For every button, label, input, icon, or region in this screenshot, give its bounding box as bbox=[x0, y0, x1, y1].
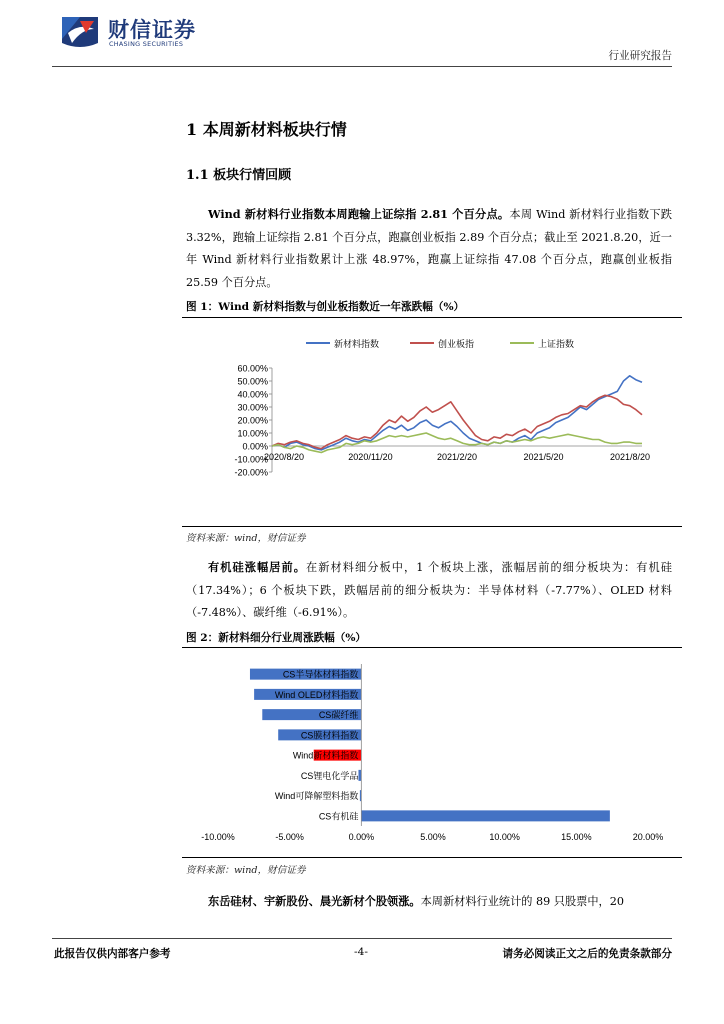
figure-1-line-chart bbox=[222, 330, 652, 480]
y-tick-label: 10.00% bbox=[237, 428, 268, 439]
x-tick-label: 20.00% bbox=[632, 832, 664, 842]
figure-1-source: 资料来源：wind，财信证券 bbox=[186, 533, 306, 544]
figure-1-title: 图 1：Wind 新材料指数与创业板指数近一年涨跌幅（%） bbox=[186, 301, 465, 313]
company-logo bbox=[58, 13, 208, 53]
legend-label-2: 创业板指 bbox=[438, 339, 475, 349]
category-label: Wind OLED材料指数 bbox=[274, 689, 359, 700]
company-name-en: CHASING SECURITIES bbox=[109, 40, 184, 48]
x-tick-label: 0.00% bbox=[348, 832, 375, 842]
paragraph-1-body: 本周 Wind 新材料行业指数下跌 3.32%，跑输上证综指 2.81 个百分点，跑赢创业板指 2.89 个百分点；截止至 2021.8.20，近一年 Wind 新材料行业指数累计上涨 48.97%，跑赢上证综指 47.08 个百分点，跑赢创业板指 25.59 个百分点。 bbox=[186, 208, 672, 289]
figure-2-bar-chart bbox=[196, 656, 672, 846]
x-tick-label: 15.00% bbox=[561, 832, 592, 842]
y-tick-label: -10.00% bbox=[234, 454, 268, 465]
paragraph-3-body: 本周新材料行业统计的 89 只股票中，20 bbox=[420, 895, 624, 908]
report-type: 行业研究报告 bbox=[608, 50, 672, 62]
bar bbox=[358, 770, 361, 781]
footer-disclaimer-right: 请务必阅读正文之后的免责条款部分 bbox=[502, 948, 672, 960]
paragraph-3 bbox=[186, 890, 672, 914]
company-name-cn: 财信证券 bbox=[108, 18, 196, 42]
paragraph-2-lead: 有机硅涨幅居前。 bbox=[208, 560, 307, 574]
paragraph-3-lead: 东岳硅材、宇新股份、晨光新材个股领涨。 bbox=[208, 894, 421, 908]
header-divider bbox=[52, 66, 672, 67]
category-label: CS锂电化学品 bbox=[300, 770, 359, 781]
paragraph-2 bbox=[186, 556, 672, 625]
figure-2-source: 资料来源：wind，财信证券 bbox=[186, 865, 306, 876]
section-title: 1 本周新材料板块行情 bbox=[186, 120, 347, 139]
footer-disclaimer-left: 此报告仅供内部客户参考 bbox=[54, 948, 171, 960]
y-tick-label: 50.00% bbox=[237, 376, 268, 387]
x-tick-label: 2020/11/20 bbox=[348, 452, 393, 462]
paragraph-2-body: 在新材料细分板中，1 个板块上涨，涨幅居前的细分板块为：有机硅（17.34%）；6 个板块下跌，跌幅居前的细分板块为：半导体材料（-7.77%）、OLED 材料（-7.48%）、碳纤维（-6.91%）。 bbox=[186, 561, 672, 619]
x-tick-label: 2021/8/20 bbox=[609, 452, 651, 462]
x-tick-label: 2021/5/20 bbox=[523, 452, 564, 462]
category-label: CS有机硅 bbox=[318, 811, 359, 822]
x-tick-label: 5.00% bbox=[420, 832, 446, 842]
paragraph-1-lead: Wind 新材料行业指数本周跑输上证综指 2.81 个百分点。 bbox=[208, 207, 510, 221]
footer-divider bbox=[52, 938, 672, 939]
y-tick-label: 20.00% bbox=[237, 415, 268, 426]
figure-1-top-rule bbox=[182, 317, 682, 318]
y-tick-label: -20.00% bbox=[234, 467, 268, 478]
y-tick-label: 60.00% bbox=[237, 363, 268, 374]
x-tick-label: 10.00% bbox=[489, 832, 520, 842]
figure-2-bottom-rule bbox=[182, 857, 682, 858]
category-label: CS碳纤维 bbox=[318, 710, 359, 721]
x-tick-label: -10.00% bbox=[201, 832, 235, 842]
legend-label-1: 新材料指数 bbox=[334, 339, 380, 349]
category-label: Wind新材料指数 bbox=[292, 750, 359, 761]
bar bbox=[361, 810, 610, 821]
y-tick-label: 0.00% bbox=[242, 441, 268, 452]
category-label: CS膜材料指数 bbox=[300, 730, 359, 741]
series-line-3 bbox=[272, 433, 642, 453]
logo-mark-icon bbox=[58, 13, 104, 53]
category-label: Wind可降解塑料指数 bbox=[274, 791, 359, 802]
subsection-title: 1.1 板块行情回顾 bbox=[186, 168, 292, 183]
page-number: -4- bbox=[354, 946, 368, 958]
x-tick-label: 2021/2/20 bbox=[436, 452, 478, 462]
legend-label-3: 上证指数 bbox=[538, 339, 575, 349]
paragraph-1 bbox=[186, 203, 672, 294]
figure-2-top-rule bbox=[182, 647, 682, 648]
figure-2-title: 图 2：新材料细分行业周涨跌幅（%） bbox=[186, 632, 367, 644]
x-tick-label: -5.00% bbox=[275, 832, 304, 842]
y-tick-label: 40.00% bbox=[237, 389, 268, 400]
figure-1-bottom-rule bbox=[182, 526, 682, 527]
y-tick-label: 30.00% bbox=[237, 402, 268, 413]
x-tick-label: 2020/8/20 bbox=[263, 452, 305, 462]
category-label: CS半导体材料指数 bbox=[282, 669, 359, 680]
